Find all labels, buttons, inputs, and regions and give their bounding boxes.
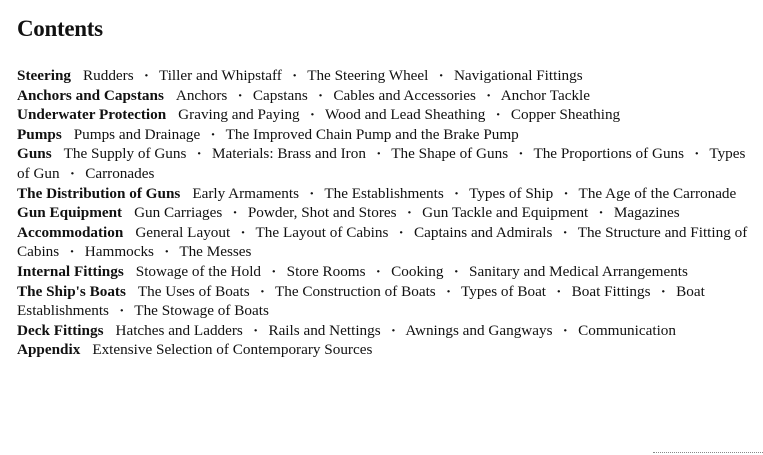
item-separator: · — [164, 243, 170, 261]
subsection-item: The Steering Wheel — [307, 67, 429, 84]
subsection-item: Hatches and Ladders — [115, 321, 243, 339]
contents-list — [17, 66, 759, 360]
item-separator: · — [398, 223, 404, 241]
item-separator: · — [438, 67, 444, 84]
subsection-item: The Messes — [179, 243, 252, 261]
subsection-item: Types of Boat — [461, 282, 547, 300]
subsection-item: Awnings and Gangways — [405, 321, 553, 339]
contents-entry — [17, 223, 759, 262]
subsection-item: The Age of the Carronade — [578, 184, 737, 202]
subsection-item: Hammocks — [84, 243, 154, 261]
section-heading: The Ship's Boats — [17, 282, 126, 300]
subsection-item: Anchors — [175, 86, 228, 104]
subsection-item: Materials: Brass and Iron — [211, 145, 366, 163]
item-separator: · — [119, 302, 125, 320]
item-separator: · — [453, 262, 459, 280]
section-heading: Steering — [17, 67, 71, 84]
section-heading: Underwater Protection — [17, 106, 167, 124]
item-separator: · — [143, 67, 149, 84]
item-separator: · — [563, 184, 569, 202]
section-heading: Internal Fittings — [17, 262, 124, 280]
subsection-item: The Uses of Boats — [137, 282, 250, 300]
subsection-item: Extensive Selection of Contemporary Sources — [92, 341, 373, 359]
subsection-item: Communication — [578, 321, 676, 339]
subsection-item: Store Rooms — [286, 262, 366, 280]
subsection-item: Captains and Admirals — [414, 223, 553, 241]
subsection-item: Graving and Paying — [178, 106, 300, 124]
subsection-item: Cables and Accessories — [333, 86, 476, 104]
subsection-item: Capstans — [252, 86, 308, 104]
contents-entry — [17, 282, 759, 321]
subsection-item: The Structure and Fitting of Cabins — [17, 223, 748, 261]
contents-entry — [17, 321, 759, 341]
contents-entry — [17, 66, 759, 86]
subsection-item: The Stowage of Boats — [134, 302, 269, 320]
contents-entry — [17, 144, 759, 183]
item-separator: · — [376, 145, 382, 163]
subsection-item: Cooking — [391, 262, 444, 280]
item-separator: · — [694, 145, 700, 163]
item-separator: · — [318, 86, 324, 104]
contents-entry — [17, 262, 759, 282]
item-separator: · — [196, 145, 202, 163]
item-separator: · — [660, 282, 666, 300]
item-separator: · — [271, 262, 277, 280]
subsection-item: The Establishments — [324, 184, 444, 202]
contents-entry — [17, 105, 759, 125]
section-heading: The Distribution of Guns — [17, 184, 181, 202]
item-separator: · — [232, 204, 238, 222]
subsection-item: The Shape of Guns — [391, 145, 509, 163]
subsection-item: Sanitary and Medical Arrangements — [469, 262, 688, 280]
subsection-item: Gun Carriages — [134, 204, 223, 222]
contents-entry — [17, 340, 759, 360]
subsection-item: Magazines — [613, 204, 680, 222]
item-separator: · — [259, 282, 265, 300]
section-heading: Accommodation — [17, 223, 124, 241]
item-separator: · — [69, 243, 75, 261]
section-heading: Gun Equipment — [17, 204, 123, 222]
item-separator: · — [292, 67, 298, 84]
section-heading: Guns — [17, 145, 52, 163]
item-separator: · — [210, 125, 216, 143]
subsection-item: Powder, Shot and Stores — [247, 204, 397, 222]
subsection-item: Types of Ship — [469, 184, 554, 202]
page-title: Contents — [17, 16, 103, 41]
subsection-item: Boat Fittings — [571, 282, 651, 300]
scan-edge-mark — [653, 450, 763, 453]
subsection-item: Stowage of the Hold — [135, 262, 262, 280]
subsection-item: General Layout — [135, 223, 231, 241]
item-separator: · — [406, 204, 412, 222]
subsection-item: Wood and Lead Sheathing — [324, 106, 486, 124]
item-separator: · — [390, 321, 396, 339]
item-separator: · — [518, 145, 524, 163]
item-separator: · — [253, 321, 259, 339]
subsection-item: The Layout of Cabins — [255, 223, 389, 241]
subsection-item: Types of Gun — [17, 145, 746, 182]
item-separator: · — [556, 282, 562, 300]
subsection-item: Boat Establishments — [17, 282, 705, 320]
subsection-item: Anchor Tackle — [500, 86, 591, 104]
contents-entry — [17, 203, 759, 223]
contents-page — [17, 14, 759, 360]
item-separator: · — [562, 223, 568, 241]
item-separator: · — [598, 204, 604, 222]
subsection-item: The Proportions of Guns — [533, 145, 685, 163]
item-separator: · — [562, 321, 568, 339]
contents-entry — [17, 125, 759, 145]
contents-entry — [17, 184, 759, 204]
section-heading: Anchors and Capstans — [17, 86, 164, 104]
item-separator: · — [309, 184, 315, 202]
section-heading: Appendix — [17, 341, 81, 359]
contents-entry — [17, 86, 759, 106]
item-separator: · — [69, 164, 75, 182]
subsection-item: Tiller and Whipstaff — [158, 67, 282, 84]
section-heading: Deck Fittings — [17, 321, 104, 339]
item-separator: · — [237, 86, 243, 104]
subsection-item: Rudders — [83, 67, 134, 84]
subsection-item: The Construction of Boats — [275, 282, 436, 300]
subsection-item: The Improved Chain Pump and the Brake Pump — [225, 125, 519, 143]
item-separator: · — [445, 282, 452, 300]
subsection-item: Early Armaments — [192, 184, 300, 202]
item-separator: · — [453, 184, 460, 202]
item-separator: · — [375, 262, 381, 280]
subsection-item: Rails and Nettings — [268, 321, 381, 339]
subsection-item: The Supply of Guns — [63, 145, 187, 163]
subsection-item: Carronades — [85, 164, 155, 182]
item-separator: · — [309, 106, 315, 124]
section-heading: Pumps — [17, 125, 62, 143]
item-separator: · — [486, 86, 492, 104]
subsection-item: Navigational Fittings — [453, 67, 583, 84]
subsection-item: Copper Sheathing — [510, 106, 621, 124]
item-separator: · — [240, 223, 246, 241]
item-separator: · — [495, 106, 501, 124]
subsection-item: Pumps and Drainage — [73, 125, 201, 143]
subsection-item: Gun Tackle and Equipment — [422, 204, 589, 222]
